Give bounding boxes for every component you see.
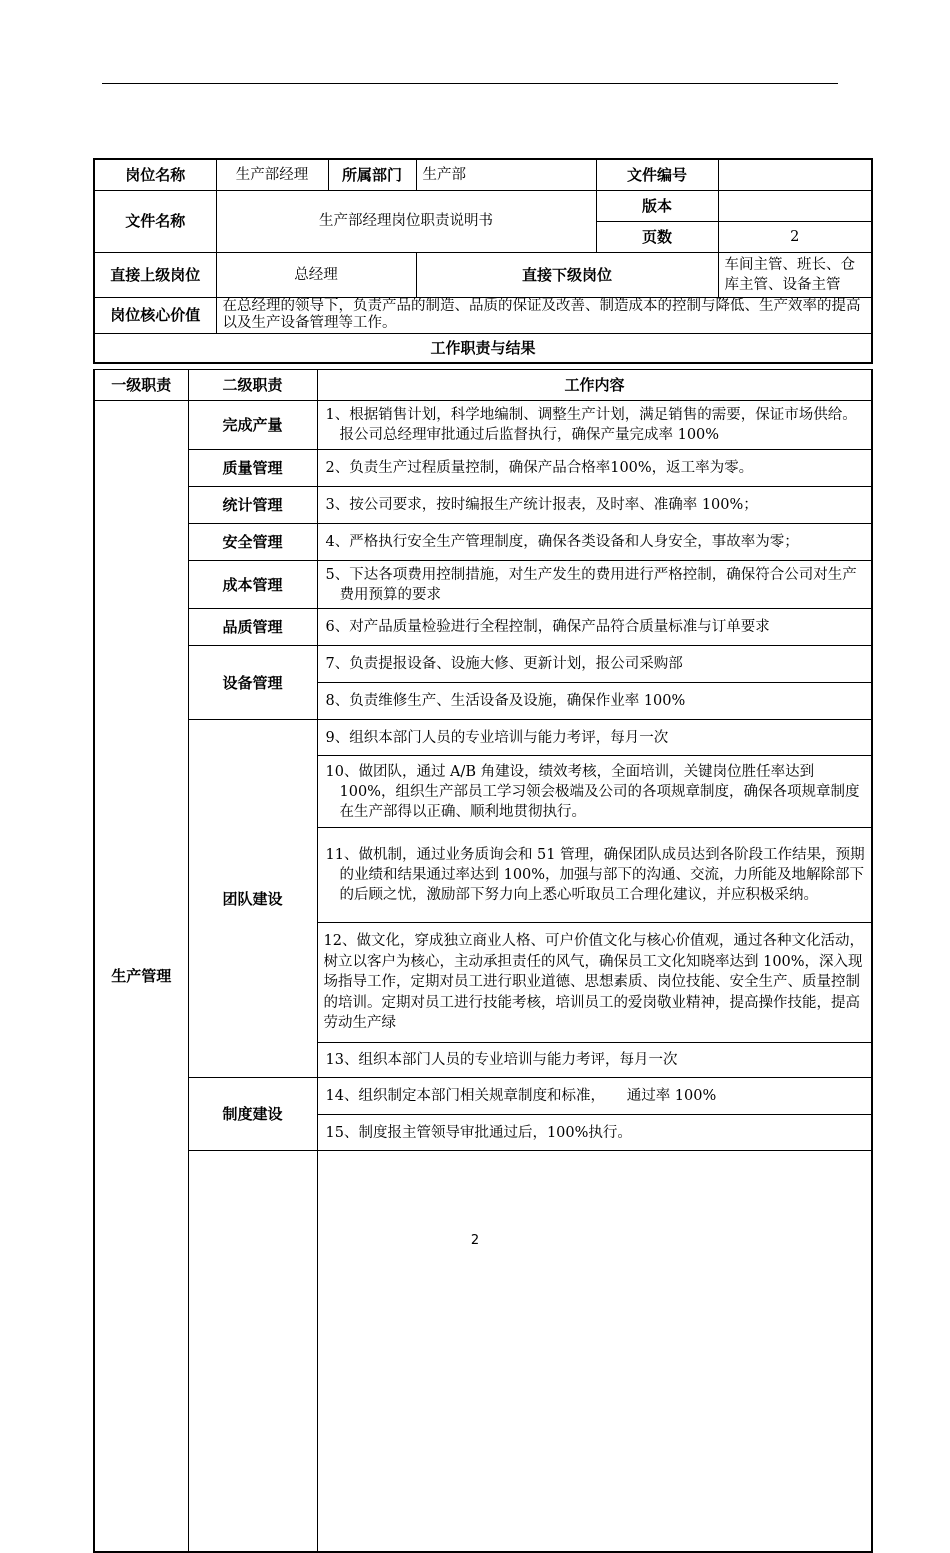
duty-item: 15、制度报主管领导审批通过后，100%执行。 (317, 1115, 872, 1151)
header-rule (102, 83, 838, 84)
level2-duty: 品质管理 (188, 609, 317, 646)
page-number: 2 (470, 1233, 480, 1248)
level2-duty: 成本管理 (188, 561, 317, 609)
file-name-value: 生产部经理岗位职责说明书 (216, 190, 596, 252)
pages-value: 2 (718, 221, 872, 252)
duty-item: 6、对产品质量检验进行全程控制，确保产品符合质量标准与订单要求 (317, 609, 872, 646)
level2-duty: 完成产量 (188, 401, 317, 450)
superior-value: 总经理 (216, 252, 416, 297)
duty-item: 1、根据销售计划，科学地编制、调整生产计划，满足销售的需要，保证市场供给。报公司总经理审批通过后监督执行，确保产量完成率 100% (317, 401, 872, 450)
core-value-label: 岗位核心价值 (94, 297, 216, 333)
col-content-header: 工作内容 (317, 370, 872, 401)
duty-item: 13、组织本部门人员的专业培训与能力考评，每月一次 (317, 1043, 872, 1078)
duty-item: 2、负责生产过程质量控制，确保产品合格率100%，返工率为零。 (317, 450, 872, 487)
superior-label: 直接上级岗位 (94, 252, 216, 297)
section-title: 工作职责与结果 (94, 333, 872, 363)
duties-table (93, 369, 873, 1553)
department-value: 生产部 (416, 159, 596, 190)
level2-duty: 安全管理 (188, 524, 317, 561)
duty-item: 5、下达各项费用控制措施，对生产发生的费用进行严格控制，确保符合公司对生产费用预算的要求 (317, 561, 872, 609)
doc-no-value (718, 159, 872, 190)
duty-item: 4、严格执行安全生产管理制度，确保各类设备和人身安全，事故率为零； (317, 524, 872, 561)
level1-duty: 生产管理 (94, 401, 188, 1553)
subordinate-label: 直接下级岗位 (416, 252, 718, 297)
pages-label: 页数 (596, 221, 718, 252)
department-label: 所属部门 (328, 159, 416, 190)
level2-duty: 设备管理 (188, 646, 317, 720)
col-level1-header: 一级职责 (94, 370, 188, 401)
duty-item: 10、做团队，通过 A/B 角建设，绩效考核，全面培训，关键岗位胜任率达到 100%，组织生产部员工学习领会极端及公司的各项规章制度，确保各项规章制度在生产部得以正确、顺利地贯彻执行。 (317, 756, 872, 828)
empty-cell (317, 1151, 872, 1553)
duty-item: 7、负责提报设备、设施大修、更新计划，报公司采购部 (317, 646, 872, 683)
doc-no-label: 文件编号 (596, 159, 718, 190)
empty-cell (188, 1151, 317, 1553)
version-value (718, 190, 872, 221)
level2-duty: 统计管理 (188, 487, 317, 524)
duty-item: 11、做机制，通过业务质询会和 51 管理，确保团队成员达到各阶段工作结果，预期的业绩和结果通过率达到 100%，加强与部下的沟通、交流，力所能及地解除部下的后顾之忧，激励部下努力向上悉心听取员工合理化建议，并应积极采纳。 (317, 828, 872, 923)
level2-duty: 制度建设 (188, 1078, 317, 1151)
file-name-label: 文件名称 (94, 190, 216, 252)
duty-item: 9、组织本部门人员的专业培训与能力考评，每月一次 (317, 720, 872, 756)
level2-duty: 团队建设 (188, 720, 317, 1078)
duty-item: 8、负责维修生产、生活设备及设施，确保作业率 100% (317, 683, 872, 720)
position-name-value: 生产部经理 (216, 159, 328, 190)
info-table (93, 158, 873, 364)
core-value-text: 在总经理的领导下，负责产品的制造、品质的保证及改善、制造成本的控制与降低、生产效率的提高以及生产设备管理等工作。 (216, 297, 872, 333)
position-name-label: 岗位名称 (94, 159, 216, 190)
version-label: 版本 (596, 190, 718, 221)
col-level2-header: 二级职责 (188, 370, 317, 401)
duty-item: 12、做文化，穿成独立商业人格、可户价值文化与核心价值观，通过各种文化活动，树立以客户为核心，主动承担责任的风气，确保员工文化知晓率达到 100%，深入现场指导工作，定期对员工进行职业道德、思想素质、岗位技能、安全生产、质量控制的培训。定期对员工进行技能考核，培训员工的爱岗敬业精神，提高操作技能，提高劳动生产绿 (317, 923, 872, 1043)
duty-item: 3、按公司要求，按时编报生产统计报表，及时率、准确率 100%； (317, 487, 872, 524)
level2-duty: 质量管理 (188, 450, 317, 487)
subordinate-value: 车间主管、班长、仓库主管、设备主管 (718, 252, 872, 297)
duty-item: 14、组织制定本部门相关规章制度和标准， 通过率 100% (317, 1078, 872, 1115)
